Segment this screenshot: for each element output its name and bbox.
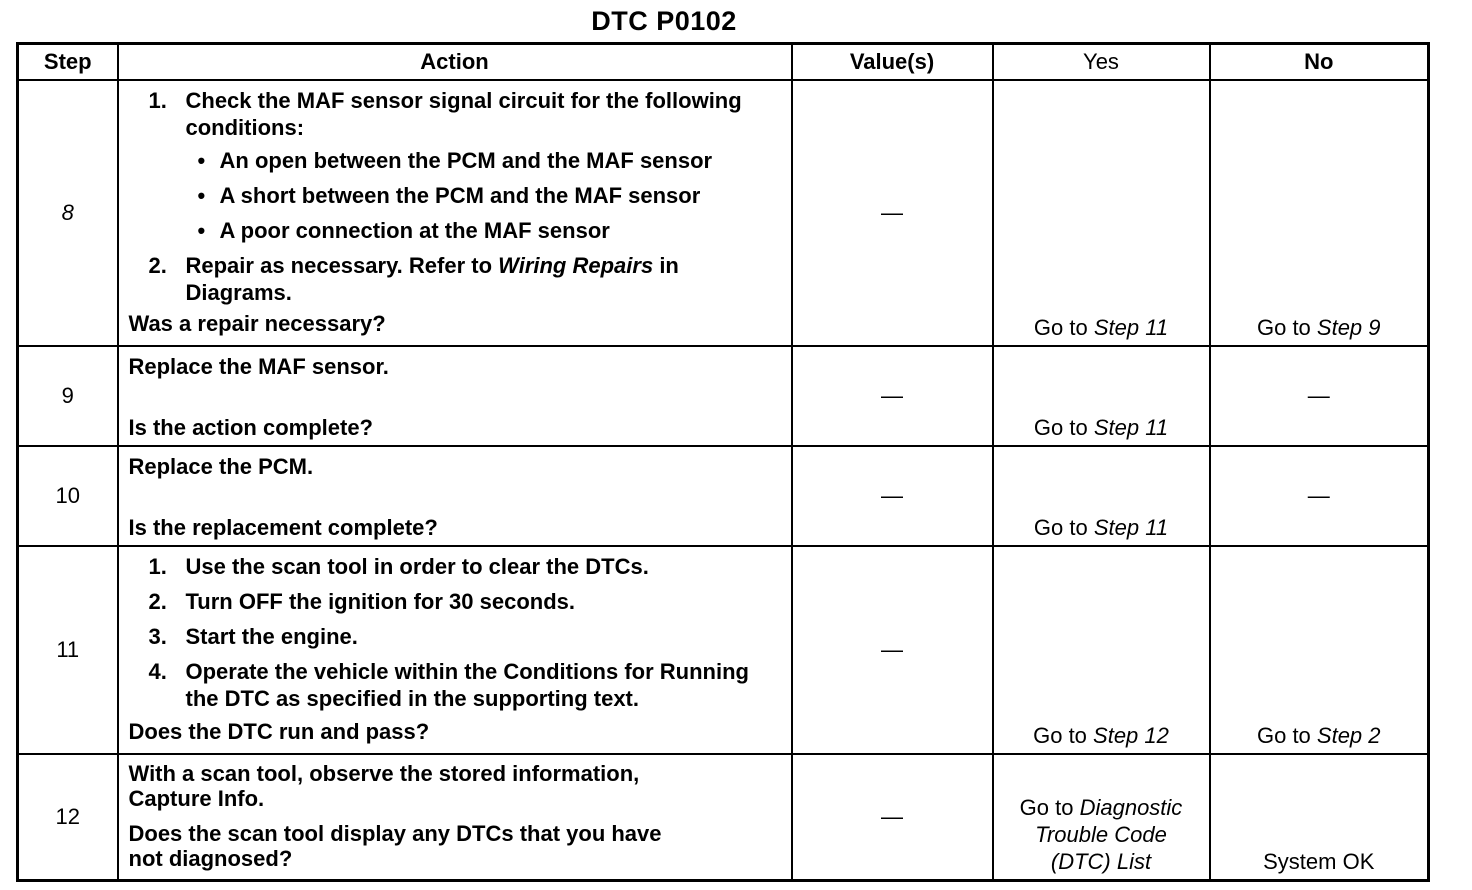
yes-cell <box>993 754 1210 881</box>
action-cell <box>118 754 792 881</box>
action-cell <box>118 546 792 754</box>
yes-cell <box>993 346 1210 446</box>
bullet-list <box>186 147 781 244</box>
item-ref: Wiring Repairs <box>498 253 654 278</box>
bullet-text: An open between the PCM and the MAF sensor <box>219 148 713 173</box>
bullet-icon: • <box>197 148 206 173</box>
dtc-table <box>16 42 1430 882</box>
action-list <box>129 87 781 306</box>
value-cell: — <box>792 546 993 754</box>
list-item <box>129 87 781 244</box>
action-cell <box>118 446 792 546</box>
yes-cell <box>993 80 1210 346</box>
question: Does the scan tool display any DTCs that you have not diagnosed? <box>128 821 662 871</box>
yes-cell <box>993 546 1210 754</box>
step-number: 10 <box>18 446 118 546</box>
no-ref: Step 9 <box>1316 315 1381 340</box>
item-number: 3. <box>148 624 167 649</box>
item-text: Check the MAF sensor signal circuit for the following conditions: <box>185 88 742 140</box>
list-item <box>186 217 781 244</box>
step-number: 11 <box>18 546 118 754</box>
item-number: 2. <box>148 253 167 278</box>
list-item <box>129 658 781 712</box>
value-cell: — <box>792 754 993 881</box>
question: Is the replacement complete? <box>128 515 438 540</box>
no-cell: — <box>1210 346 1429 446</box>
step-number: 9 <box>18 346 118 446</box>
item-text: in Diagrams. <box>185 253 679 305</box>
table-row <box>18 546 1429 754</box>
item-number: 4. <box>148 659 167 684</box>
header-values: Value(s) <box>792 44 993 81</box>
list-item <box>186 147 781 174</box>
table-row <box>18 754 1429 881</box>
action-text: With a scan tool, observe the stored information, Capture Info. <box>128 761 640 811</box>
no-ref: Step 2 <box>1316 723 1381 748</box>
yes-text: Go to <box>1033 315 1094 340</box>
header-action: Action <box>118 44 792 81</box>
no-text: Go to <box>1256 315 1317 340</box>
header-yes: Yes <box>993 44 1210 81</box>
no-cell: — <box>1210 446 1429 546</box>
action-cell <box>118 80 792 346</box>
bullet-text: A poor connection at the MAF sensor <box>219 218 610 243</box>
no-cell <box>1210 546 1429 754</box>
item-number: 2. <box>148 589 167 614</box>
list-item <box>129 588 781 615</box>
list-item <box>186 182 781 209</box>
item-text: Start the engine. <box>185 624 358 649</box>
table-row <box>18 80 1429 346</box>
no-cell: System OK <box>1210 754 1429 881</box>
yes-ref: Step 11 <box>1093 415 1169 440</box>
header-row <box>18 44 1429 81</box>
question: Is the action complete? <box>128 415 373 440</box>
yes-text: Go to <box>1033 723 1094 748</box>
action-text: Replace the PCM. <box>128 454 314 479</box>
bullet-text: A short between the PCM and the MAF sensor <box>219 183 701 208</box>
bullet-icon: • <box>197 183 206 208</box>
yes-ref: Step 11 <box>1093 315 1169 340</box>
value-cell: — <box>792 346 993 446</box>
list-item <box>129 252 781 306</box>
action-list <box>129 553 781 712</box>
question: Does the DTC run and pass? <box>128 719 430 744</box>
item-number: 1. <box>148 88 167 113</box>
list-item <box>129 553 781 580</box>
yes-ref: Diagnostic Trouble Code (DTC) List <box>1035 795 1183 874</box>
step-number: 8 <box>18 80 118 346</box>
value-cell: — <box>792 446 993 546</box>
action-cell <box>118 346 792 446</box>
header-no: No <box>1210 44 1429 81</box>
item-text: Turn OFF the ignition for 30 seconds. <box>185 589 575 614</box>
item-number: 1. <box>148 554 167 579</box>
step-number: 12 <box>18 754 118 881</box>
page-title: DTC P0102 <box>591 6 737 36</box>
item-text: Repair as necessary. Refer to <box>185 253 499 278</box>
no-cell <box>1210 80 1429 346</box>
item-text: Operate the vehicle within the Conditions for Running the DTC as specified in the supporting text. <box>185 659 749 711</box>
table-row <box>18 446 1429 546</box>
item-text: Use the scan tool in order to clear the DTCs. <box>185 554 649 579</box>
value-cell: — <box>792 80 993 346</box>
yes-ref: Step 11 <box>1093 515 1169 540</box>
yes-cell <box>993 446 1210 546</box>
no-text: Go to <box>1256 723 1317 748</box>
list-item <box>129 623 781 650</box>
table-row <box>18 346 1429 446</box>
bullet-icon: • <box>197 218 206 243</box>
action-text: Replace the MAF sensor. <box>128 354 389 379</box>
header-step: Step <box>18 44 118 81</box>
yes-text: Go to <box>1033 415 1094 440</box>
yes-ref: Step 12 <box>1093 723 1169 748</box>
yes-text: Go to <box>1033 515 1094 540</box>
question: Was a repair necessary? <box>128 311 386 336</box>
yes-text: Go to <box>1019 795 1080 820</box>
